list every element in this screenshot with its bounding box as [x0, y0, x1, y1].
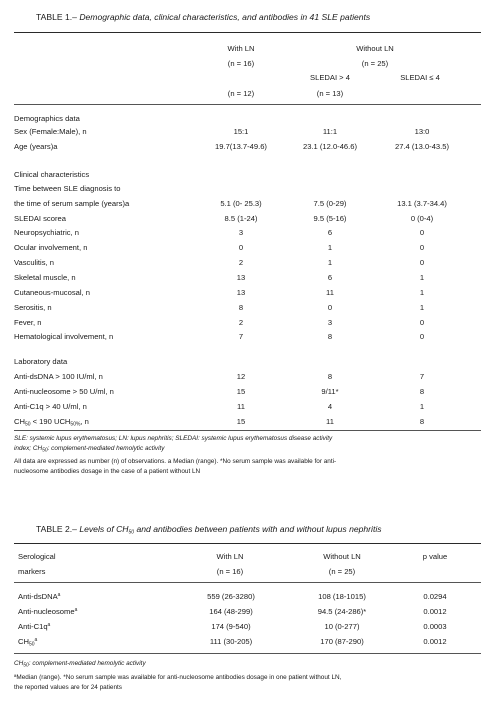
t2-row-label — [18, 637, 37, 648]
t1-cell: 3 — [327, 318, 333, 327]
t1-cell: 13 — [236, 288, 246, 297]
t1-cell: 13 — [236, 273, 246, 282]
t1-row-label-part: 50 — [24, 421, 31, 428]
t1-header-with-ln-n2: (n = 12) — [227, 89, 255, 98]
t1-foot-pre: index; CH — [14, 445, 43, 452]
t2-cell: 94.5 (24-286)* — [317, 607, 367, 616]
t1-header-rule — [14, 104, 481, 105]
t2-cell: 10 (0-277) — [324, 622, 360, 631]
t1-row-label: Serositis, n — [14, 303, 52, 312]
t2-cell: 559 (26-3280) — [207, 592, 255, 601]
table2-title-pre: Levels of CH — [79, 524, 129, 534]
t2-row-label-sup: a — [34, 637, 38, 643]
t1-row-label: Time between SLE diagnosis to — [14, 184, 121, 193]
t1-section-title: Demographics data — [14, 114, 80, 123]
t1-cell: 8.5 (1-24) — [224, 214, 258, 223]
t1-cell: 0 — [327, 303, 333, 312]
t1-row-label-part: < 190 UCH — [30, 417, 71, 426]
t1-cell: 1 — [419, 273, 425, 282]
t2-cell: 0.0003 — [423, 622, 447, 631]
t1-cell: 6 — [327, 228, 333, 237]
t1-footnote-data-2: nucleosome antibodies dosage in the case of a patient without LN — [14, 468, 201, 475]
t1-cell: 2 — [238, 318, 244, 327]
t2-row-label — [18, 607, 77, 616]
t1-header-without-ln: Without LN — [356, 44, 394, 53]
t2-header-without-ln-n: (n = 25) — [328, 567, 356, 576]
t1-cell: 11 — [326, 417, 334, 426]
t2-header-without-ln: Without LN — [323, 552, 361, 561]
t1-cell: 23.1 (12.0-46.6) — [302, 142, 358, 151]
t1-row-label: Sex (Female:Male), n — [14, 127, 87, 136]
t1-footnote-data-1: All data are expressed as number (n) of observations. a Median (range). *No serum sample was available for anti- — [14, 458, 337, 465]
t2-cell: 0.0012 — [423, 607, 447, 616]
t1-cell: 5.1 (0- 25.3) — [220, 199, 262, 208]
table2-top-rule — [14, 543, 481, 544]
t1-cell: 13.1 (3.7-34.4) — [397, 199, 447, 208]
t1-foot-post: : complement-mediated hemolytic activity — [47, 445, 165, 452]
t1-cell: 7 — [419, 372, 425, 381]
t2-cell: 108 (18-1015) — [318, 592, 366, 601]
t1-cell: 1 — [327, 243, 333, 252]
t1-cell: 8 — [327, 372, 333, 381]
t2-header-pvalue: p value — [422, 552, 448, 561]
t1-row-label: SLEDAI scorea — [14, 214, 66, 223]
t1-cell: 0 — [238, 243, 244, 252]
t1-cell: 1 — [419, 303, 425, 312]
t2-foot-sub: 50 — [23, 662, 29, 669]
t1-section-title: Laboratory data — [14, 357, 68, 366]
t1-cell: 7 — [238, 332, 244, 341]
t2-footnote-data-1: ªMedian (range). *No serum sample was available for anti-nucleosome antibodies dosage in one patient without LN, — [14, 674, 342, 681]
t2-foot-post: : complement-mediated hemolytic activity — [28, 660, 146, 667]
t1-header-without-ln-n: (n = 25) — [361, 59, 389, 68]
t1-cell: 4 — [327, 402, 333, 411]
t1-cell: 0 — [419, 258, 425, 267]
t1-row-label: Anti-nucleosome > 50 U/ml, n — [14, 387, 114, 396]
table2-title-post: and antibodies between patients with and without lupus nephritis — [134, 524, 382, 534]
t2-cell: 111 (30-205) — [209, 637, 253, 646]
t1-cell: 13:0 — [414, 127, 430, 136]
t1-footnote-abbrev-1: SLE: systemic lupus erythematosus; LN: lupus nephritis; SLEDAI: systemic lupus erythematosus disease activity — [14, 435, 333, 442]
t2-cell: 174 (9-540) — [211, 622, 251, 631]
t1-row-label-part: CH — [14, 417, 25, 426]
t2-header-with-ln: With LN — [216, 552, 244, 561]
t1-header-sledai-gt-n: (n = 13) — [316, 89, 344, 98]
t1-row-label: Ocular involvement, n — [14, 243, 88, 252]
t1-cell: 0 — [419, 243, 425, 252]
t1-cell: 11 — [326, 288, 334, 297]
t1-row-label: Skeletal muscle, n — [14, 273, 76, 282]
t1-header-sledai-gt: SLEDAI > 4 — [310, 73, 350, 82]
t2-row-label-text: CH — [18, 637, 29, 646]
t1-header-with-ln: With LN — [227, 44, 255, 53]
t1-footnote-abbrev-2 — [14, 444, 164, 456]
t1-cell: 7.5 (0-29) — [313, 199, 347, 208]
t1-cell: 1 — [419, 402, 425, 411]
t1-row-label: Anti-dsDNA > 100 IU/ml, n — [14, 372, 103, 381]
table1-title — [36, 12, 370, 22]
t1-cell: 1 — [327, 258, 333, 267]
t1-row-label: Hematological involvement, n — [14, 332, 114, 341]
t1-cell: 12 — [236, 372, 246, 381]
t1-row-label: Vasculitis, n — [14, 258, 54, 267]
t2-row-label-sup: a — [74, 607, 78, 613]
t1-header-sledai-le: SLEDAI ≤ 4 — [400, 73, 440, 82]
t1-cell: 15 — [236, 417, 246, 426]
t1-row-label: Anti-C1q > 40 U/ml, n — [14, 402, 87, 411]
t1-row-label — [14, 417, 89, 428]
t1-cell: 15 — [236, 387, 246, 396]
t2-header-with-ln-n: (n = 16) — [216, 567, 244, 576]
t1-row-label-part: , n — [80, 417, 89, 426]
table2-title — [36, 524, 382, 536]
t2-cell: 170 (87-290) — [320, 637, 364, 646]
t1-cell: 8 — [238, 303, 244, 312]
t2-row-label-text: Anti-nucleosome — [18, 607, 75, 616]
t1-row-label: Neuropsychiatric, n — [14, 228, 79, 237]
t1-cell: 11:1 — [322, 127, 338, 136]
t1-cell: 6 — [327, 273, 333, 282]
t1-bottom-rule — [14, 430, 481, 431]
t2-foot-pre: CH — [14, 660, 24, 667]
t1-cell: 1 — [419, 288, 425, 297]
t2-footnote-abbrev — [14, 659, 146, 671]
t1-cell: 11 — [237, 402, 245, 411]
table2-title-prefix: TABLE 2.– — [36, 524, 77, 534]
t1-cell: 2 — [238, 258, 244, 267]
t1-cell: 3 — [238, 228, 244, 237]
t1-row-label: Age (years)a — [14, 142, 58, 151]
t1-row-label: Cutaneous-mucosal, n — [14, 288, 90, 297]
t2-bottom-rule — [14, 653, 481, 654]
t2-footnote-data-2: the reported values are for 24 patients — [14, 684, 122, 691]
t1-cell: 0 — [419, 318, 425, 327]
t2-header-markers-2: markers — [18, 567, 46, 576]
t1-row-label: Fever, n — [14, 318, 42, 327]
t2-row-label-text: Anti-dsDNA — [18, 592, 58, 601]
t1-cell: 0 (0-4) — [410, 214, 434, 223]
t2-row-label-text: Anti-C1q — [18, 622, 48, 631]
t1-cell: 27.4 (13.0-43.5) — [394, 142, 450, 151]
table1-top-rule — [14, 32, 481, 33]
t2-row-label-sup: a — [57, 592, 61, 598]
table1-title-text: Demographic data, clinical characteristics, and antibodies in 41 SLE patients — [79, 12, 371, 22]
t2-row-label-sub: 50 — [28, 641, 35, 648]
t1-cell: 19.7(13.7-49.6) — [215, 142, 267, 151]
t1-row-label: the time of serum sample (years)a — [14, 199, 130, 208]
t1-cell: 8 — [419, 417, 425, 426]
t2-row-label-sup: a — [47, 622, 51, 628]
t1-row-label-part: 50% — [70, 421, 81, 428]
t1-cell: 8 — [327, 332, 333, 341]
table2-title-sub: 50 — [128, 529, 135, 536]
t2-cell: 164 (48-299) — [209, 607, 253, 616]
t1-cell: 0 — [419, 228, 425, 237]
t1-foot-sub: 50 — [42, 447, 48, 454]
t1-cell: 9/11* — [321, 387, 339, 396]
table2-title-text — [79, 524, 381, 534]
t1-cell: 15:1 — [233, 127, 249, 136]
t2-row-label — [18, 592, 60, 601]
t1-header-with-ln-n: (n = 16) — [227, 59, 255, 68]
table1-title-prefix: TABLE 1.– — [36, 12, 77, 22]
t2-header-markers-1: Serological — [18, 552, 56, 561]
t2-row-label — [18, 622, 50, 631]
t1-cell: 8 — [419, 387, 425, 396]
t1-cell: 9.5 (5-16) — [313, 214, 347, 223]
t2-cell: 0.0012 — [423, 637, 447, 646]
t2-header-rule — [14, 582, 481, 583]
t2-cell: 0.0294 — [423, 592, 447, 601]
t1-cell: 0 — [419, 332, 425, 341]
t1-section-title: Clinical characteristics — [14, 170, 90, 179]
